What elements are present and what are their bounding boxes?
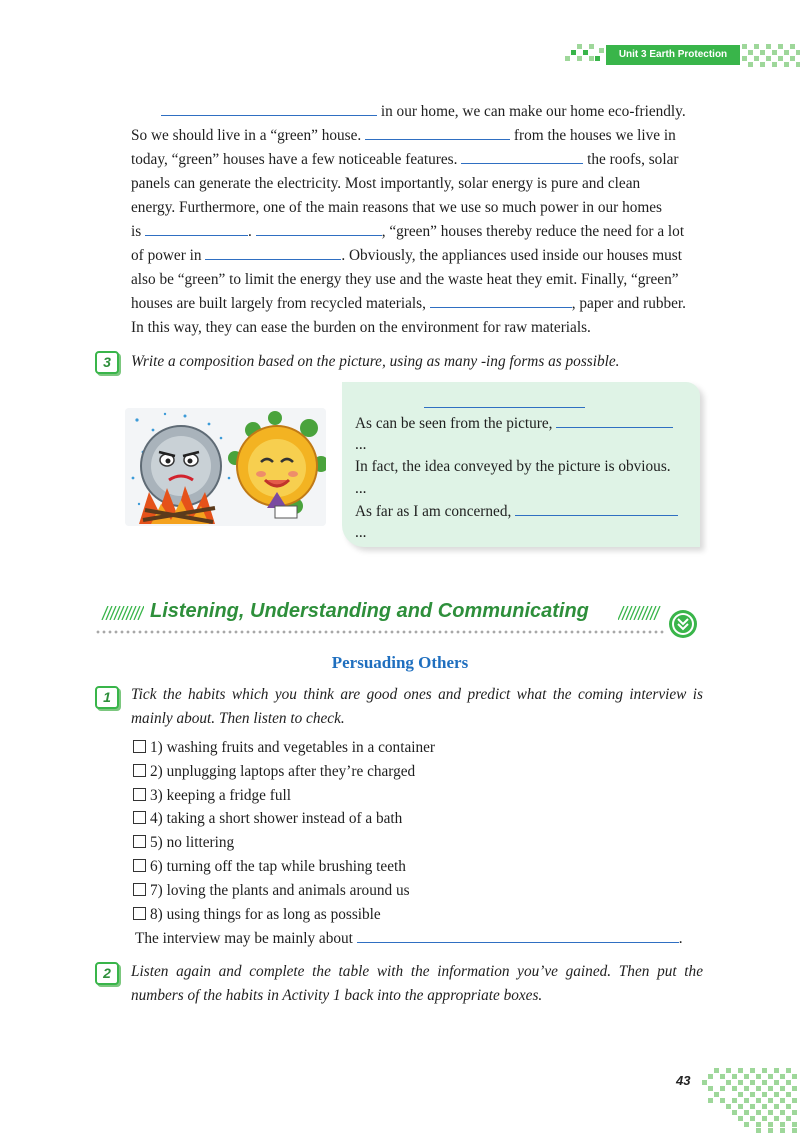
section-dotted-divider bbox=[95, 630, 665, 634]
passage-text: energy. Furthermore, one of the main reasons that we use so much power in our homes bbox=[131, 199, 663, 216]
activity-3-number-badge: 3 bbox=[95, 351, 119, 374]
composition-frame-box bbox=[342, 382, 700, 547]
composition-line-5 bbox=[355, 500, 678, 523]
activity-2-number-badge: 2 bbox=[95, 962, 119, 985]
passage-paragraph bbox=[131, 100, 703, 340]
composition-line-4: ... bbox=[355, 480, 367, 497]
passage-text: the roofs, solar bbox=[587, 151, 679, 168]
passage-text: panels can generate the electricity. Most importantly, solar energy is pure and clean bbox=[131, 175, 641, 192]
passage-text: So we should live in a “green” house. bbox=[131, 127, 362, 144]
interview-blank[interactable] bbox=[357, 927, 679, 943]
page-number: 43 bbox=[676, 1073, 691, 1088]
habit-label: 5) no littering bbox=[150, 834, 235, 852]
blank-2[interactable] bbox=[365, 124, 510, 140]
composition-blank-2[interactable] bbox=[515, 500, 678, 516]
habit-label: 2) unplugging laptops after they’re charged bbox=[150, 762, 416, 780]
composition-blank-1[interactable] bbox=[556, 412, 673, 428]
passage-text: of power in bbox=[131, 247, 202, 264]
chevron-down-circle-icon bbox=[668, 609, 698, 639]
unit-header-tab: Unit 3 Earth Protection bbox=[606, 45, 740, 65]
habit-item bbox=[133, 855, 693, 879]
composition-line-6: ... bbox=[355, 524, 367, 541]
interview-prediction-line bbox=[135, 927, 683, 951]
blank-3[interactable] bbox=[461, 148, 583, 164]
blank-7[interactable] bbox=[430, 292, 572, 308]
habit-checkbox[interactable] bbox=[133, 764, 146, 777]
passage-text: . bbox=[248, 223, 252, 240]
habit-label: 8) using things for as long as possible bbox=[150, 905, 381, 923]
activity-1-number-badge: 1 bbox=[95, 686, 119, 709]
passage-text: , “green” houses thereby reduce the need for a lot bbox=[381, 223, 685, 240]
passage-text: In this way, they can ease the burden on the environment for raw materials. bbox=[131, 319, 591, 336]
passage-text: from the houses we live in bbox=[513, 127, 676, 144]
interview-period: . bbox=[678, 930, 683, 947]
habit-label: 6) turning off the tap while brushing teeth bbox=[150, 857, 406, 875]
habits-checklist bbox=[133, 736, 693, 926]
section-title: Listening, Understanding and Communicating bbox=[150, 600, 589, 622]
passage-text: , paper and rubber. bbox=[571, 295, 687, 312]
habit-item bbox=[133, 879, 693, 903]
habit-checkbox[interactable] bbox=[133, 740, 146, 753]
habit-item bbox=[133, 903, 693, 927]
habit-checkbox[interactable] bbox=[133, 883, 146, 896]
blank-6[interactable] bbox=[205, 244, 341, 260]
passage-text: is bbox=[131, 223, 142, 240]
earth-illustration-image bbox=[125, 408, 326, 526]
blank-5[interactable] bbox=[256, 220, 382, 236]
sub-heading: Persuading Others bbox=[331, 653, 469, 672]
passage-text: also be “green” to limit the energy they use and the waste heat they emit. Finally, “green” bbox=[131, 271, 679, 288]
habit-checkbox[interactable] bbox=[133, 835, 146, 848]
habit-item bbox=[133, 736, 693, 760]
activity-2-instruction: Listen again and complete the table with the information you’ve gained. Then put the numbers of the habits in Activity 1 back into the appropriate boxes. bbox=[131, 963, 703, 1004]
passage-text: houses are built largely from recycled materials, bbox=[131, 295, 426, 312]
composition-line-2: ... bbox=[355, 436, 367, 453]
passage-text: . Obviously, the appliances used inside our houses must bbox=[341, 247, 682, 264]
habit-item bbox=[133, 784, 693, 808]
passage-text: in our home, we can make our home eco-friendly. bbox=[380, 103, 686, 120]
habit-label: 1) washing fruits and vegetables in a container bbox=[150, 739, 436, 756]
interview-prompt: The interview may be mainly about bbox=[135, 930, 353, 947]
habit-checkbox[interactable] bbox=[133, 859, 146, 872]
composition-title-blank[interactable] bbox=[424, 392, 585, 408]
section-hatch-right-icon bbox=[618, 606, 664, 620]
composition-text: As can be seen from the picture, bbox=[355, 415, 553, 432]
habit-item bbox=[133, 760, 693, 784]
composition-text: As far as I am concerned, bbox=[355, 503, 512, 520]
habit-label: 4) taking a short shower instead of a bath bbox=[150, 810, 403, 828]
habit-item bbox=[133, 807, 693, 831]
habit-checkbox[interactable] bbox=[133, 788, 146, 801]
activity-3-instruction: Write a composition based on the picture, using as many -ing forms as possible. bbox=[131, 353, 620, 370]
earth-illustration-drawing bbox=[125, 408, 326, 526]
blank-4[interactable] bbox=[145, 220, 248, 236]
activity-1-instruction: Tick the habits which you think are good ones and predict what the coming interview is mainly about. Then listen to check. bbox=[131, 686, 703, 727]
habit-checkbox[interactable] bbox=[133, 907, 146, 920]
habit-item bbox=[133, 831, 693, 855]
composition-line-3: In fact, the idea conveyed by the picture is obvious. bbox=[355, 458, 671, 475]
composition-line-1 bbox=[355, 412, 673, 435]
blank-1[interactable] bbox=[161, 100, 377, 116]
section-hatch-left-icon bbox=[98, 606, 144, 620]
habit-checkbox[interactable] bbox=[133, 811, 146, 824]
passage-text: today, “green” houses have a few noticeable features. bbox=[131, 151, 458, 168]
habit-label: 7) loving the plants and animals around us bbox=[150, 881, 410, 899]
habit-label: 3) keeping a fridge full bbox=[150, 786, 292, 804]
